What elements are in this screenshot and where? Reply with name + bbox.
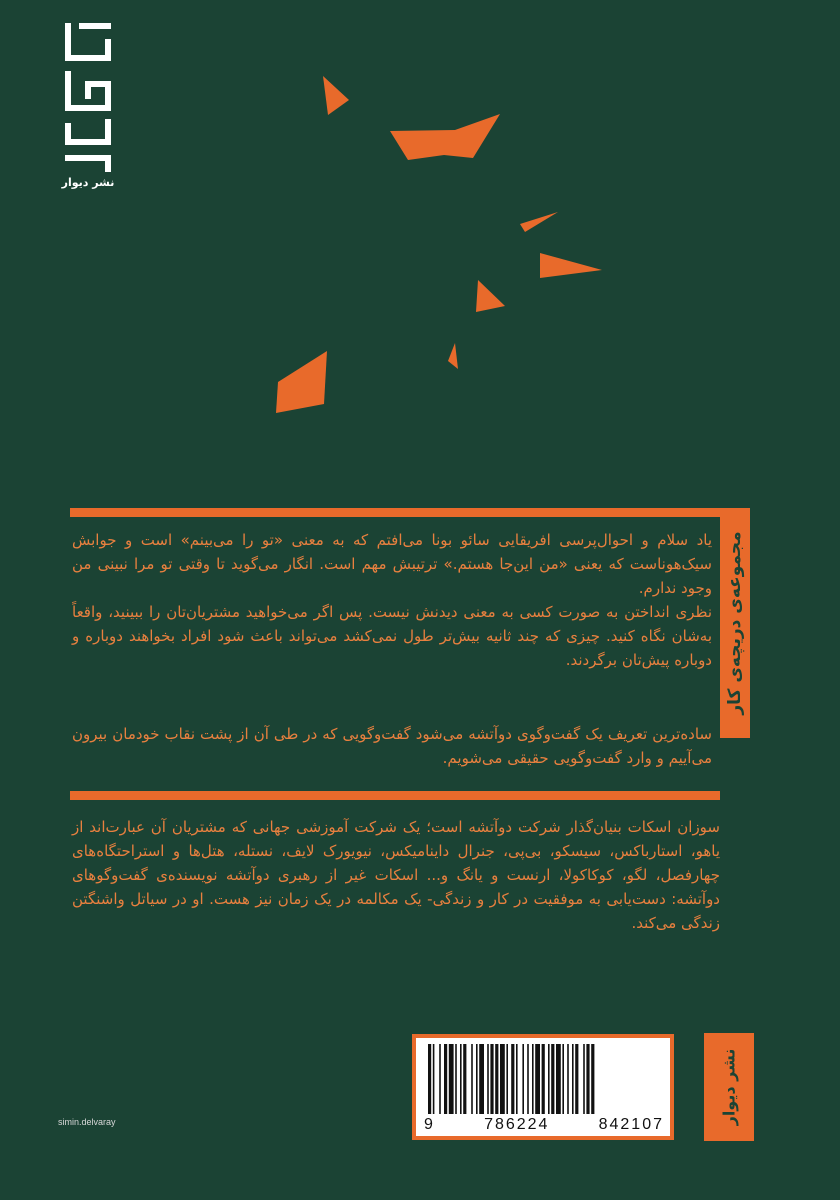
isbn-prefix: 9 [424,1116,435,1133]
barcode-bar [548,1044,550,1114]
barcode-bar [586,1044,589,1114]
barcode [412,1034,674,1140]
shard [276,351,327,413]
barcode-bar [433,1044,435,1114]
shard [323,76,349,115]
barcode-bar [591,1044,594,1114]
series-label: مجموعه‌ی دریچه‌ی کار [725,531,745,715]
shard [520,212,558,232]
barcode-bar [516,1044,518,1114]
barcode-bar [506,1044,508,1114]
barcode-bar [532,1044,534,1114]
shard [540,253,602,278]
barcode-bar [572,1044,574,1114]
excerpt-paragraph-2: ساده‌ترین تعریف یک گفت‌وگوی دوآتشه می‌شود گفت‌وگویی که در طی آن از پشت نقاب خودمان بیرون می‌آییم و وارد گفت‌وگویی حقیقی می‌شویم. [72,725,712,767]
isbn-number [424,1116,664,1134]
barcode-bar [583,1044,585,1114]
publisher-name-small: نشر دیوار [61,176,115,189]
barcode-bar [439,1044,441,1114]
barcode-bar [495,1044,498,1114]
barcode-bar [449,1044,454,1114]
barcode-bar [551,1044,554,1114]
shard [448,343,458,369]
author-bio: سوزان اسکات بنیان‌گذار شرکت دوآتشه است؛ یک شرکت آموزشی جهانی که مشتریان آن عبارت‌اند از یاهو، استارباکس، سیسکو، بی‌پی، جنرال داینامیکس، نیویورک لایف، نستله، هتل‌ها و استراحتگاه‌های چهارفصل، لگو، کوکاکولا، ارنست و یانگ و... اسکات غیر از رهبری دوآتشه نویسنده‌ی گفت‌وگوهای دوآتشه: دست‌یابی به موفقیت در کار و زندگی- یک مکالمه در یک زمان نیز هست. او در سیاتل واشنگتن زندگی می‌کند. [72,818,720,932]
barcode-bar [476,1044,478,1114]
barcode-bar [575,1044,578,1114]
excerpt-paragraph-1 [72,528,712,672]
barcode-bar [460,1044,462,1114]
barcode-bar [444,1044,447,1114]
isbn-group-1: 786224 [484,1116,550,1133]
shard [390,114,500,160]
barcode-bar [479,1044,484,1114]
barcode-bar [567,1044,569,1114]
barcode-bar [463,1044,466,1114]
barcode-bar [511,1044,514,1114]
barcode-bar [562,1044,564,1114]
barcode-bar [455,1044,457,1114]
excerpt-text-1b: نظری انداختن به صورت کسی به معنی دیدنش نیست. پس اگر می‌خواهید مشتریان‌تان را ببینید، واقعاً به‌شان نگاه کنید. چیزی که چند ثانیه بیش‌تر طول نمی‌کشد می‌تواند باعث شود افراد بخواهند دوباره و دوباره پیش‌تان برگردند. [72,603,712,669]
excerpt-text-1a: یاد سلام و احوال‌پرسی افریقایی سائو بونا می‌افتم که به معنی «تو را می‌بینم» است و جوابش سیک‌هوناست که یعنی «من این‌جا هستم.» ترتیبش مهم است. انگار می‌گوید تا وقتی تو مرا نبینی من وجود ندارم. [72,531,712,597]
barcode-bar [500,1044,505,1114]
barcode-bar [535,1044,540,1114]
barcode-bar [542,1044,545,1114]
barcode-bar [471,1044,473,1114]
isbn-group-2: 842107 [598,1116,664,1133]
barcode-bar [487,1044,489,1114]
barcode-bar [556,1044,561,1114]
barcode-bar [428,1044,431,1114]
barcode-bar [490,1044,493,1114]
barcode-bars [424,1044,662,1116]
website-text: simin.delvaray [58,1117,116,1127]
divider-bar-top [70,508,720,517]
barcode-bar [522,1044,524,1114]
orange-shards-illustration [0,0,840,420]
shard [476,280,505,312]
divider-bar-middle [70,791,720,800]
barcode-bar [527,1044,529,1114]
publisher-box-label: نشر دیوار [719,1048,739,1126]
